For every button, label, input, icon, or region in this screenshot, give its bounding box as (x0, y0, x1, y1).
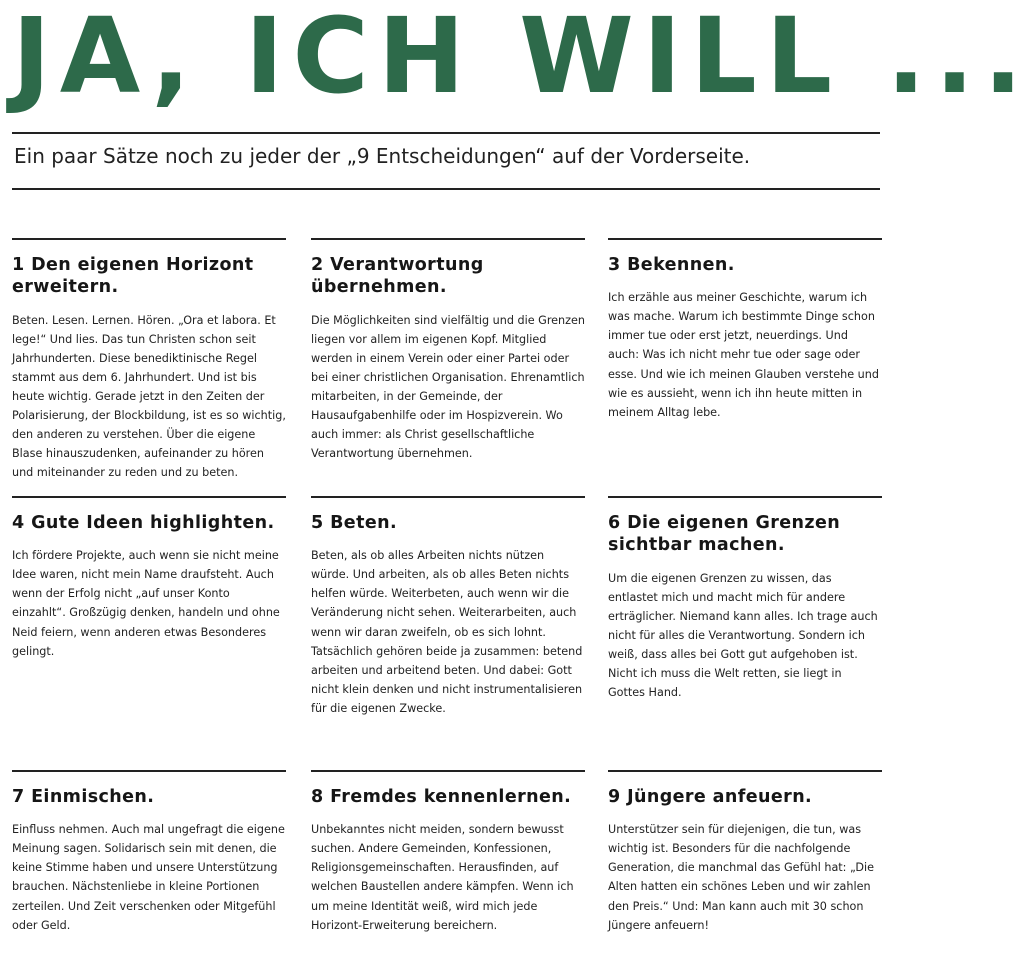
section-heading: 1 Den eigenen Horizont erweitern. (12, 255, 254, 298)
section-heading: 3 Bekennen. (608, 255, 735, 275)
section-text: Unterstützer sein für diejenigen, die tun, was wichtig ist. Besonders für die nachfolgende Generation, die manchmal das Gefühl hat: „Die Alten hatten ein schönes Leben und wir zahlen den Preis.“ Und: Man kann auch mit 30 schon Jüngere anfeuern! (608, 823, 875, 932)
section-rule (608, 496, 882, 498)
section-rule (12, 238, 286, 240)
section-text: Ich fördere Projekte, auch wenn sie nicht meine Idee waren, nicht mein Name draufsteht. Auch wenn der Erfolg nicht „auf unser Konto einzahlt“. Großzügig denken, handeln und ohne Neid feiern, wenn anderen etwas Besonderes gelingt. (12, 549, 280, 658)
section-rule (311, 238, 585, 240)
section-heading: 6 Die eigenen Grenzen sichtbar machen. (608, 513, 841, 556)
section-7 (12, 770, 286, 935)
section-3 (608, 238, 882, 422)
section-text: Um die eigenen Grenzen zu wissen, das entlastet mich und macht mich für andere erträglicher. Niemand kann alles. Ich trage auch nicht für alles die Verantwortung. Sondern ich weiß, dass alles bei Gott gut aufgehoben ist. Nicht ich muss die Welt retten, sie liegt in Gottes Hand. (608, 571, 878, 699)
section-5 (311, 496, 585, 718)
page-subtitle: Ein paar Sätze noch zu jeder der „9 Entscheidungen“ auf der Vorderseite. (14, 144, 751, 168)
page-title: JA, ICH WILL ... (12, 0, 1032, 117)
section-rule (608, 238, 882, 240)
section-heading: 4 Gute Ideen highlighten. (12, 513, 275, 533)
section-rule (12, 496, 286, 498)
section-text: Beten. Lesen. Lernen. Hören. „Ora et labora. Et lege!“ Und lies. Das tun Christen schon seit Jahrhunderten. Diese benediktinische Regel stammt aus dem 6. Jahrhundert. Und ist bis heute wichtig. Gerade jetzt in den Zeiten der Polarisierung, der Blockbildung, ist es so wichtig, den anderen zu verstehen. Über die eigene Blase hinauszudenken, aufeinander zu hören und miteinander zu reden und zu beten. (12, 313, 286, 480)
section-text: Unbekanntes nicht meiden, sondern bewusst suchen. Andere Gemeinden, Konfessionen, Religionsgemeinschaften. Herausfinden, auf welchen Baustellen andere kämpfen. Wenn ich um meine Identität weiß, wird mich jede Horizont-Erweiterung bereichern. (311, 823, 574, 932)
section-rule (12, 770, 286, 772)
section-8 (311, 770, 585, 935)
section-heading: 5 Beten. (311, 513, 398, 533)
section-6 (608, 496, 882, 702)
header-rule-bottom (12, 188, 880, 190)
section-rule (608, 770, 882, 772)
section-text: Die Möglichkeiten sind vielfältig und die Grenzen liegen vor allem im eigenen Kopf. Mitglied werden in einem Verein oder einer Partei oder bei einer christlichen Organisation. Ehrenamtlich mitarbeiten, in der Gemeinde, der Hausaufgabenhilfe oder im Hospizverein. Wo auch immer: als Christ gesellschaftliche Verantwortung übernehmen. (311, 313, 585, 460)
section-text: Beten, als ob alles Arbeiten nichts nützen würde. Und arbeiten, als ob alles Beten nichts helfen würde. Weiterbeten, auch wenn wir die Veränderung nicht sehen. Weiterarbeiten, auch wenn wir daran zweifeln, ob es sich lohnt. Tatsächlich gehören beide ja zusammen: betend arbeiten und arbeitend beten. Und dabei: Gott nicht klein denken und nicht instrumentalisieren für die eigenen Zwecke. (311, 549, 583, 715)
section-9 (608, 770, 882, 935)
section-2 (311, 238, 585, 463)
section-heading: 9 Jüngere anfeuern. (608, 787, 813, 807)
section-text: Einfluss nehmen. Auch mal ungefragt die eigene Meinung sagen. Solidarisch sein mit denen, die keine Stimme haben und unsere Unterstützung brauchen. Nächstenliebe in kleine Portionen zerteilen. Und Zeit verschenken oder Mitgefühl oder Geld. (12, 823, 285, 932)
section-rule (311, 496, 585, 498)
section-rule (311, 770, 585, 772)
header-rule-top (12, 132, 880, 134)
section-1 (12, 238, 286, 482)
section-text: Ich erzähle aus meiner Geschichte, warum ich was mache. Warum ich bestimmte Dinge schon immer tue oder erst jetzt, neuerdings. Und auch: Was ich nicht mehr tue oder sage oder esse. Und wie ich meinen Glauben verstehe und wie es aussieht, wenn ich ihn heute mitten in meinem Alltag lebe. (608, 291, 879, 419)
section-4 (12, 496, 286, 661)
section-heading: 2 Verantwortung übernehmen. (311, 255, 484, 298)
section-heading: 8 Fremdes kennenlernen. (311, 787, 572, 807)
section-heading: 7 Einmischen. (12, 787, 155, 807)
